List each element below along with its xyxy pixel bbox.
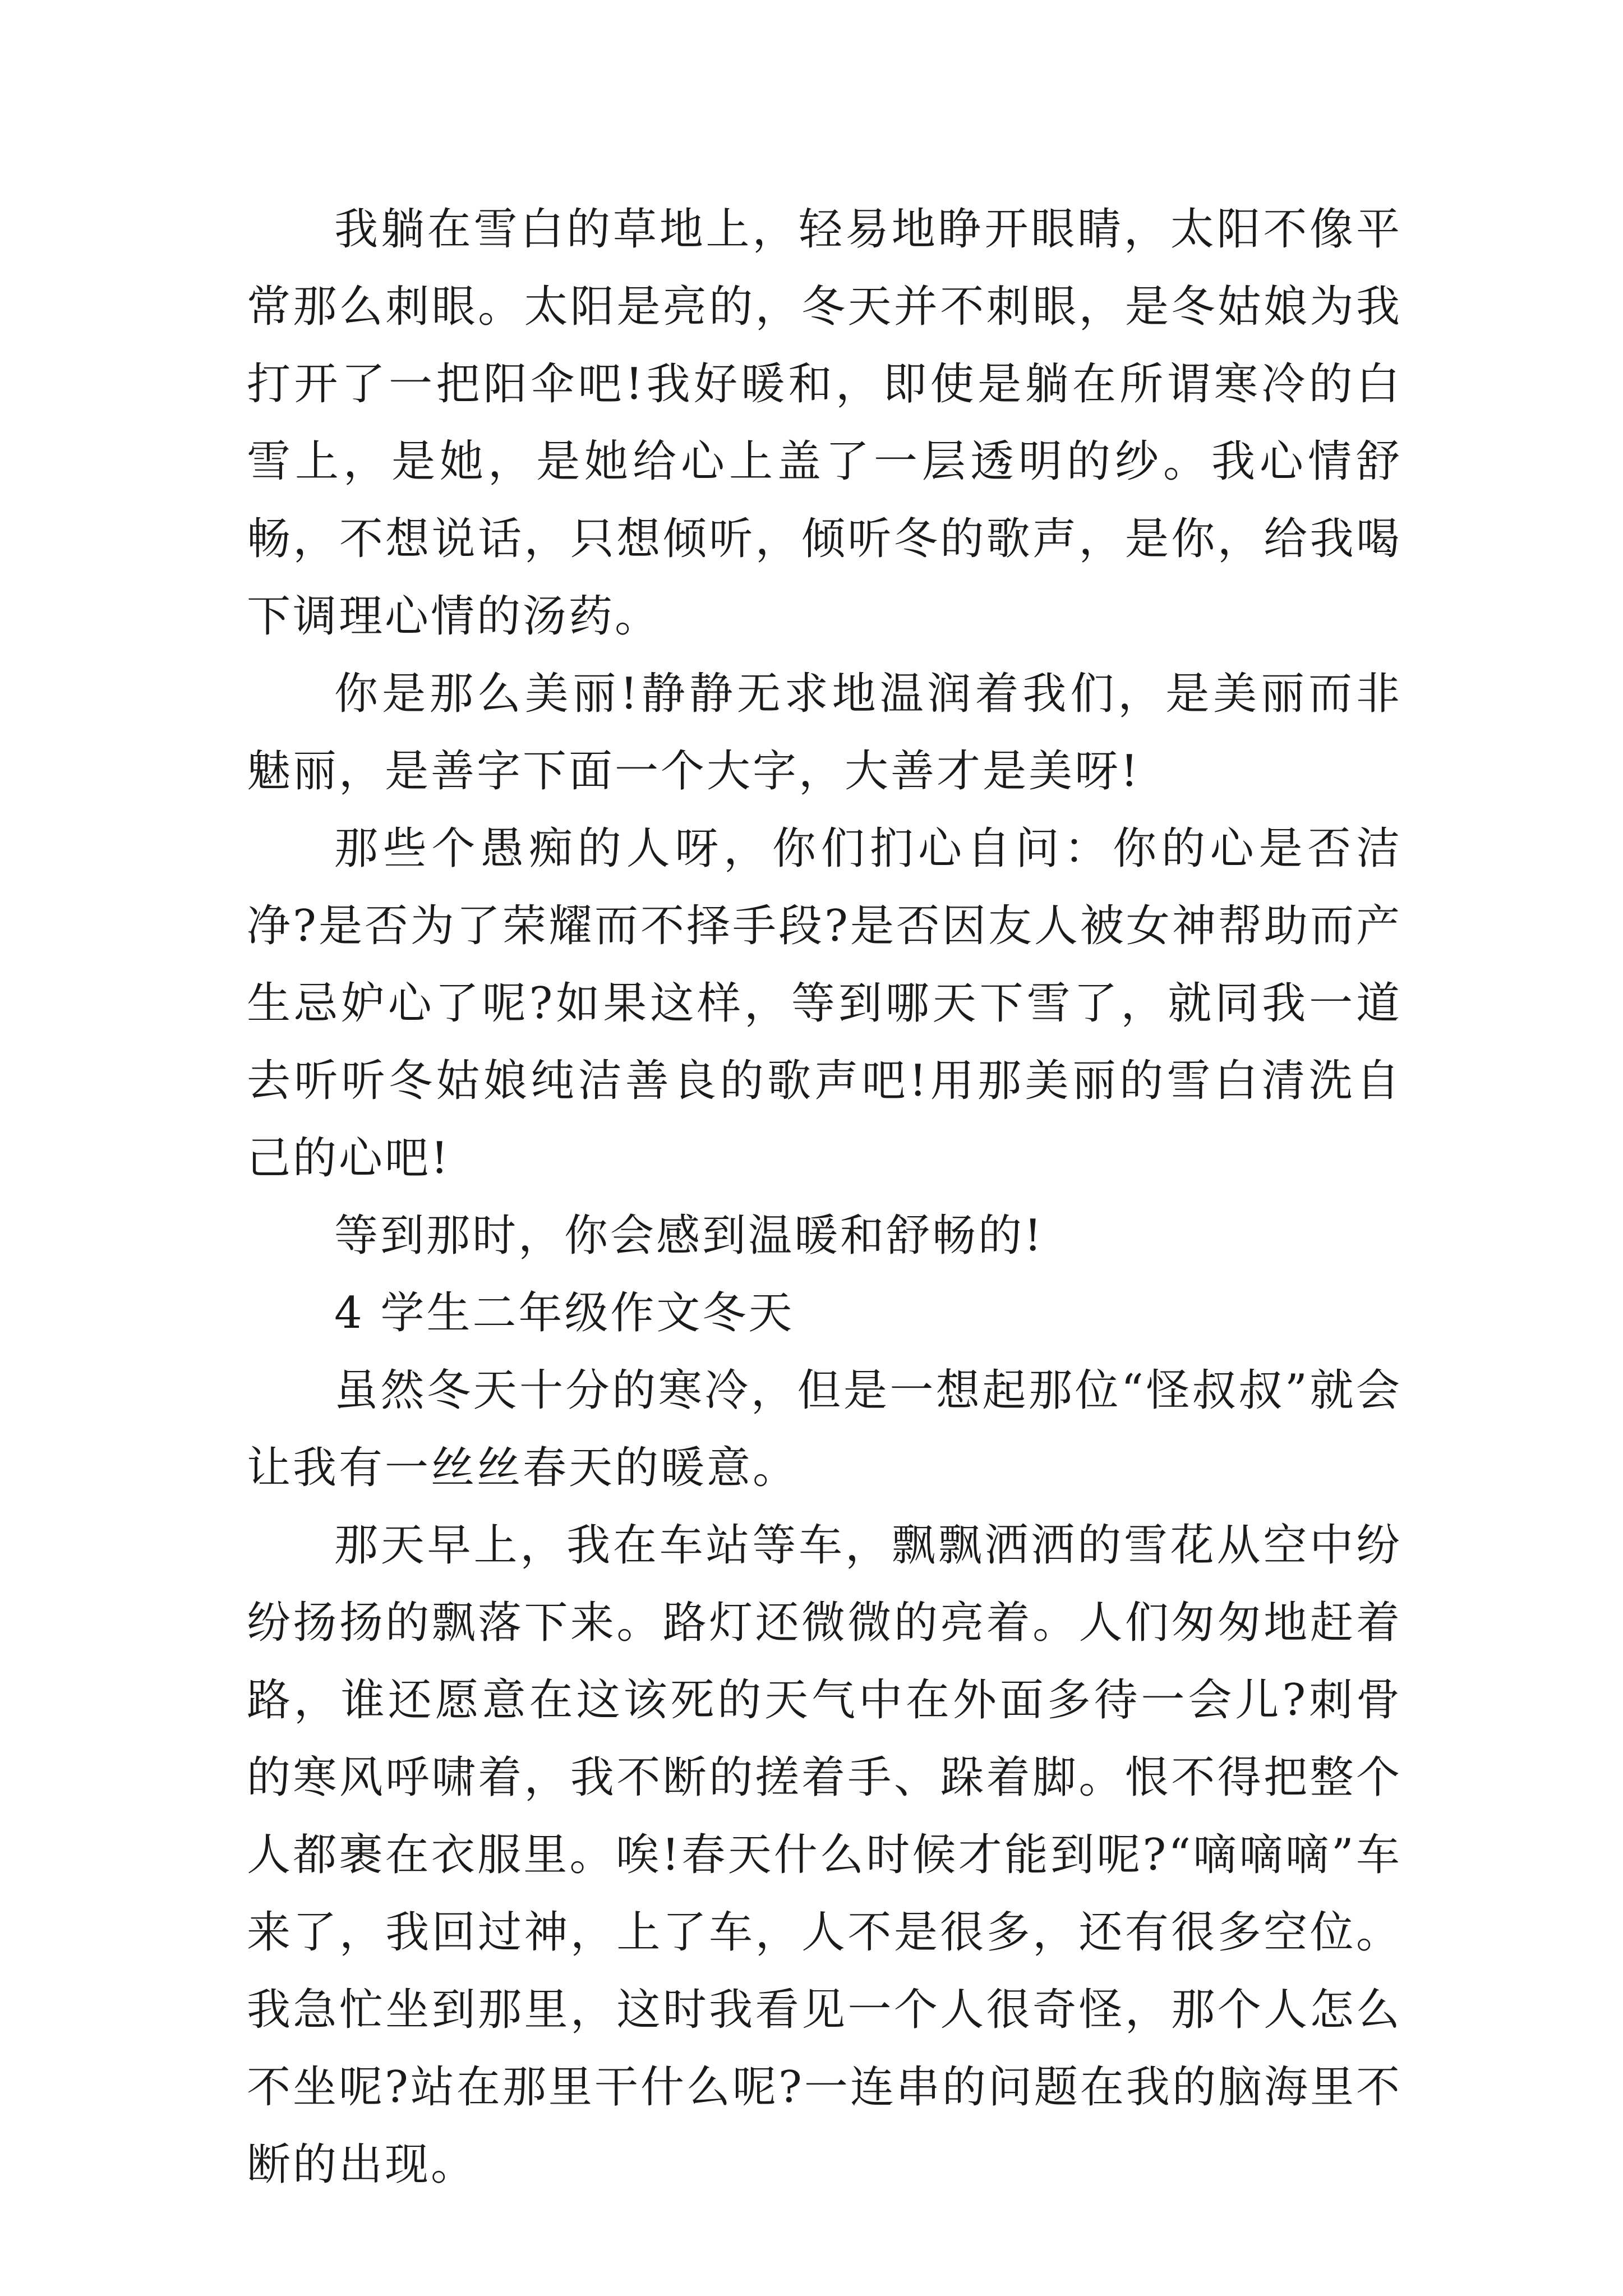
paragraph-6: 那天早上，我在车站等车，飘飘洒洒的雪花从空中纷纷扬扬的飘落下来。路灯还微微的亮着。人们匆匆地赶着路，谁还愿意在这该死的天气中在外面多待一会儿?刺骨的寒风呼啸着，我不断的搓着手、跺着脚。恨不得把整个人都裹在衣服里。唉!春天什么时候才能到呢?“嘀嘀嘀”车来了，我回过神，上了车，人不是很多，还有很多空位。我急忙坐到那里，这时我看见一个人很奇怪，那个人怎么不坐呢?站在那里干什么呢?一连串的问题在我的脑海里不断的出现。 [247,1520,1402,2190]
document-body [247,191,1402,2203]
paragraph-5: 虽然冬天十分的寒冷，但是一想起那位“怪叔叔”就会让我有一丝丝春天的暖意。 [247,1365,1402,1493]
paragraph-3: 那些个愚痴的人呀，你们扪心自问：你的心是否洁净?是否为了荣耀而不择手段?是否因友人被女神帮助而产生忌妒心了呢?如果这样，等到哪天下雪了，就同我一道去听听冬姑娘纯洁善良的歌声吧!用那美丽的雪白清洗自己的心吧! [247,823,1402,1184]
paragraph-1: 我躺在雪白的草地上，轻易地睁开眼睛，太阳不像平常那么刺眼。太阳是亮的，冬天并不刺眼，是冬姑娘为我打开了一把阳伞吧!我好暖和，即使是躺在所谓寒冷的白雪上，是她，是她给心上盖了一层透明的纱。我心情舒畅，不想说话，只想倾听，倾听冬的歌声，是你，给我喝下调理心情的汤药。 [247,204,1402,642]
section-heading: 4 学生二年级作文冬天 [334,1288,795,1338]
paragraph-4: 等到那时，你会感到温暖和舒畅的! [334,1211,1044,1261]
paragraph-2: 你是那么美丽!静静无求地温润着我们，是美丽而非魅丽，是善字下面一个大字，大善才是美呀! [247,669,1402,797]
